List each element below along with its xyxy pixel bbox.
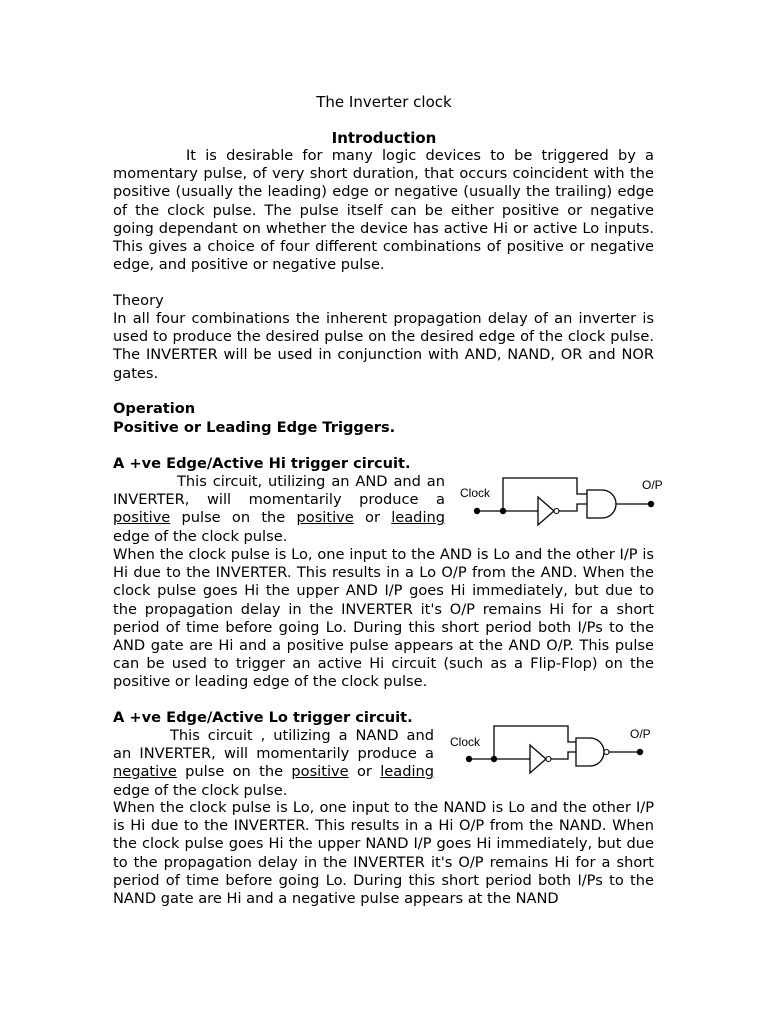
section2-underline-leading: leading — [380, 763, 435, 781]
section2-heading: A +ve Edge/Active Lo trigger circuit. — [113, 709, 413, 726]
section1-intro-mid1: pulse on the — [181, 509, 286, 527]
inverter-output-wire — [559, 504, 587, 511]
nand-gate — [576, 738, 604, 766]
section2-body: When the clock pulse is Lo, one input to the NAND is Lo and the other I/P is Hi due to the INVERTER. This results in a Hi O/P from the NAND. When the clock pulse goes Hi the upper NAND I/P goes Hi immediately, but due to the propagation delay in the INVERTER it's O/P remains Hi for a short period of time before going Lo. During this short period both I/Ps to the NAND gate are Hi and a negative pulse appears at the NAND — [113, 799, 654, 908]
inverter-gate — [530, 745, 546, 773]
operation-subheading: Positive or Leading Edge Triggers. — [113, 419, 396, 436]
nand-bubble — [604, 750, 609, 755]
introduction-heading: Introduction — [331, 129, 437, 147]
section1-intro — [113, 473, 445, 546]
section1-heading: A +ve Edge/Active Hi trigger circuit. — [113, 455, 411, 472]
section1-underline-positive-2: positive — [296, 509, 354, 527]
operation-heading: Operation — [113, 400, 196, 417]
section1-underline-leading: leading — [391, 509, 446, 527]
and-gate — [587, 490, 616, 518]
inverter-gate — [538, 497, 554, 525]
section2-intro — [113, 727, 434, 800]
section2-intro-mid1: pulse on the — [185, 763, 284, 781]
output-label: O/P — [642, 478, 663, 492]
and-inverter-circuit-diagram — [455, 470, 670, 535]
output-label: O/P — [630, 727, 651, 741]
clock-label: Clock — [450, 735, 481, 749]
section1-intro-end: edge of the clock pulse. — [113, 527, 288, 545]
inverter-bubble — [546, 757, 551, 762]
section1-intro-text: This circuit, utilizing an AND and an INVERTER, will momentarily produce a — [113, 473, 445, 509]
theory-paragraph: In all four combinations the inherent propagation delay of an inverter is used to produce the desired pulse on the desired edge of the clock pulse. The INVERTER will be used in conjunction with AND, NAND, OR and NOR gates. — [113, 310, 654, 382]
section2-underline-negative: negative — [113, 763, 177, 781]
section2-intro-end: edge of the clock pulse. — [113, 781, 288, 799]
section2-underline-positive: positive — [291, 763, 349, 781]
theory-heading: Theory — [113, 292, 164, 309]
output-terminal — [637, 749, 643, 755]
document-title: The Inverter clock — [316, 93, 452, 111]
inverter-output-wire — [551, 752, 576, 759]
inverter-bubble — [554, 509, 559, 514]
introduction-text: It is desirable for many logic devices to be triggered by a momentary pulse, of very short duration, that occurs coincident with the positive (usually the leading) edge or negative (usually the trailing) edge of the clock pulse. The pulse itself can be either positive or negative going dependant on whether the device has active Hi or active Lo inputs. This gives a choice of four different combinations of positive or negative edge, and positive or negative pulse. — [113, 147, 654, 274]
section2-intro-text: This circuit , utilizing a NAND and an INVERTER, will momentarily produce a — [113, 727, 434, 763]
introduction-paragraph — [113, 147, 654, 274]
clock-label: Clock — [460, 486, 491, 500]
nand-inverter-circuit-diagram — [445, 720, 660, 785]
output-terminal — [648, 501, 654, 507]
section2-intro-mid2: or — [356, 763, 372, 781]
section1-underline-positive: positive — [113, 509, 171, 527]
section1-body: When the clock pulse is Lo, one input to the AND is Lo and the other I/P is Hi due to the INVERTER. This results in a Lo O/P from the AND. When the clock pulse goes Hi the upper AND I/P goes Hi immediately, but due to the propagation delay in the INVERTER it's O/P remains Hi for a short period of time before going Lo. During this short period both I/Ps to the AND gate are Hi and a positive pulse appears at the AND O/P. This pulse can be used to trigger an active Hi circuit (such as a Flip-Flop) on the positive or leading edge of the clock pulse. — [113, 546, 654, 691]
section1-intro-mid2: or — [365, 509, 380, 527]
